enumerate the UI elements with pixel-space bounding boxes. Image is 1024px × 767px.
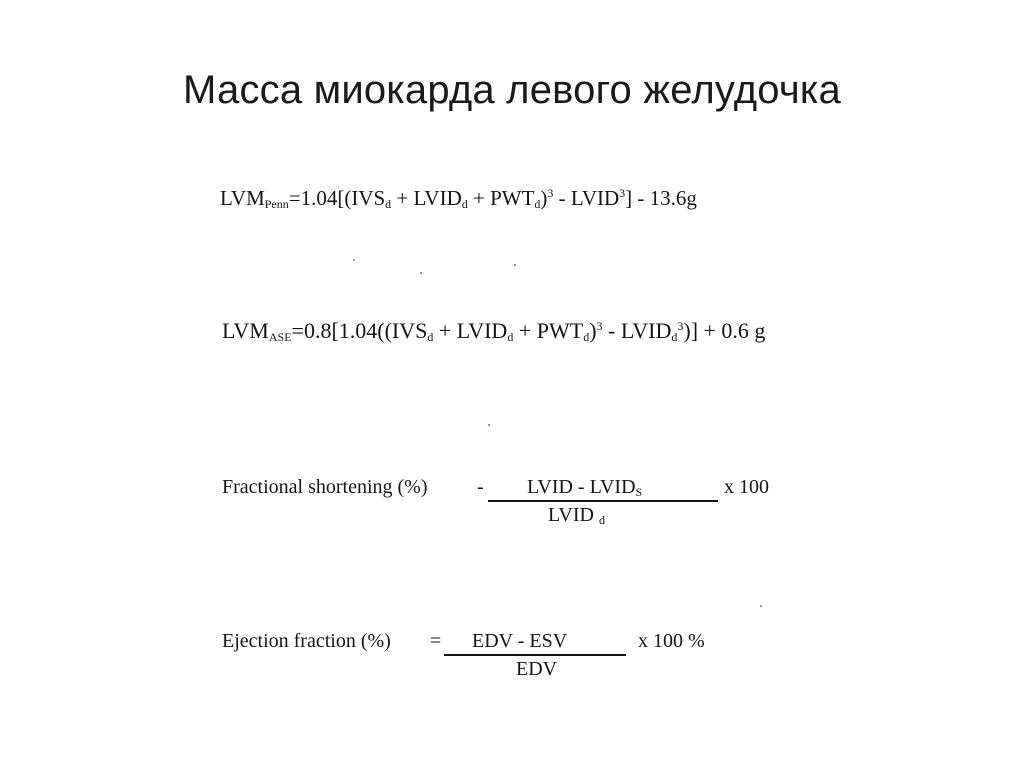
scan-speck — [353, 259, 355, 261]
formula-lvm-ase — [222, 318, 765, 345]
formula-lvm-penn — [220, 186, 697, 212]
fs-fraction-bar — [488, 500, 718, 502]
formula-part: + LVID — [391, 186, 462, 210]
formula-part: =1.04[(IVS — [288, 186, 386, 210]
fs-label: Fractional shortening (%) — [222, 476, 428, 498]
fs-multiplier: x 100 — [724, 476, 769, 498]
formula-part: + PWT — [513, 318, 584, 343]
scan-speck — [488, 424, 490, 426]
lhs-subscript: ASE — [268, 330, 292, 344]
lhs: LVM — [222, 318, 269, 343]
formula-part: )] + 0.6 g — [683, 318, 766, 343]
formula-part: =0.8[1.04((IVS — [291, 318, 428, 343]
formula-part: ] - 13.6g — [625, 186, 697, 210]
fs-denominator — [548, 504, 605, 528]
formula-fractional-shortening — [222, 476, 822, 536]
lhs-subscript: Penn — [264, 197, 289, 211]
fs-denominator-subscript: d — [598, 513, 605, 527]
fs-equals: - — [477, 476, 484, 498]
formula-ejection-fraction — [222, 630, 782, 690]
subscript-d: d — [671, 330, 678, 344]
formula-part: - LVID — [553, 186, 620, 210]
subscript-d: d — [507, 330, 514, 344]
cube-exponent: 3 — [619, 186, 626, 200]
scan-speck — [760, 605, 762, 607]
ef-label: Ejection fraction (%) — [222, 630, 391, 652]
scan-speck — [514, 264, 516, 266]
ef-fraction-bar — [444, 654, 626, 656]
fs-denominator-text: LVID — [548, 504, 594, 526]
fs-numerator-subscript: S — [635, 485, 643, 499]
cube-exponent: 3 — [677, 319, 684, 333]
ef-denominator: EDV — [516, 658, 558, 680]
fs-numerator — [527, 476, 642, 500]
formula-part: ) — [589, 318, 597, 343]
ef-numerator: EDV - ESV — [472, 630, 568, 652]
formula-part: ) — [540, 186, 548, 210]
scan-speck — [420, 272, 422, 274]
cube-exponent: 3 — [596, 319, 603, 333]
subscript-d: d — [534, 197, 541, 211]
subscript-d: d — [385, 197, 392, 211]
formula-part: + PWT — [467, 186, 535, 210]
subscript-d: d — [427, 330, 434, 344]
lhs: LVM — [220, 186, 265, 210]
formula-part: - LVID — [602, 318, 672, 343]
fs-numerator-text: LVID - LVID — [527, 476, 636, 498]
subscript-d: d — [583, 330, 590, 344]
ef-multiplier: x 100 % — [638, 630, 705, 652]
subscript-d: d — [461, 197, 468, 211]
formula-part: + LVID — [433, 318, 508, 343]
slide-title: Масса миокарда левого желудочка — [183, 68, 841, 112]
cube-exponent: 3 — [547, 186, 554, 200]
ef-equals: = — [430, 630, 442, 652]
